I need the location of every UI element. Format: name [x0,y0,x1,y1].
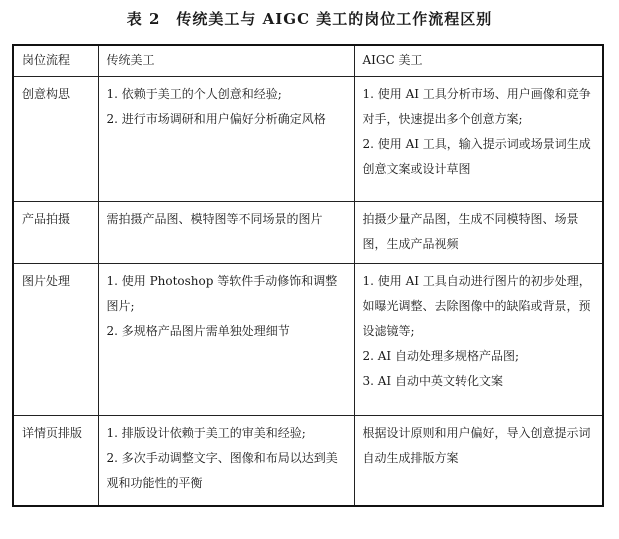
cell-line: 1. 排版设计依赖于美工的审美和经验; [106,426,306,440]
header-aigc: AIGC 美工 [354,45,603,77]
cell-line: 1. 使用 AI 工具自动进行图片的初步处理，如曝光调整、去除图像中的缺陷或背景，预设滤镜等; [362,274,591,338]
cell-line: 2. 多规格产品图片需单独处理细节 [106,324,290,338]
cell-line: 1. 使用 AI 工具分析市场、用户画像和竞争对手，快速提出多个创意方案; [362,87,591,126]
cell-line: 2. 进行市场调研和用户偏好分析确定风格 [106,112,326,126]
cell-line: 1. 依赖于美工的个人创意和经验; [106,87,282,101]
cell-line: 2. 多次手动调整文字、图像和布局以达到美观和功能性的平衡 [106,451,338,490]
table-header-row [13,45,603,77]
cell-line: 2. AI 自动处理多规格产品图; [362,349,520,363]
cell-line: 1. 使用 Photoshop 等软件手动修饰和调整图片; [106,274,338,313]
process-cell: 创意构思 [13,77,98,202]
cell-line: 2. 使用 AI 工具，输入提示词或场景词生成创意文案或设计草图 [362,137,591,176]
process-cell: 详情页排版 [13,416,98,507]
table-caption: 表 2 传统美工与 AIGC 美工的岗位工作流程区别 [126,10,493,28]
process-cell: 图片处理 [13,264,98,416]
table-row [13,416,603,507]
header-traditional: 传统美工 [98,45,354,77]
aigc-cell [354,416,603,507]
traditional-cell [98,202,354,264]
cell-line: 根据设计原则和用户偏好，导入创意提示词自动生成排版方案 [362,426,591,465]
table-row [13,202,603,264]
table-row [13,264,603,416]
traditional-cell [98,264,354,416]
process-cell: 产品拍摄 [13,202,98,264]
cell-line: 拍摄少量产品图，生成不同模特图、场景图，生成产品视频 [362,212,579,251]
aigc-cell [354,77,603,202]
header-process: 岗位流程 [13,45,98,77]
table-row [13,77,603,202]
traditional-cell [98,77,354,202]
aigc-cell [354,264,603,416]
cell-line: 需拍摄产品图、模特图等不同场景的图片 [106,212,323,226]
cell-line: 3. AI 自动中英文转化文案 [362,374,503,388]
workflow-comparison-table [12,44,604,507]
aigc-cell [354,202,603,264]
traditional-cell [98,416,354,507]
